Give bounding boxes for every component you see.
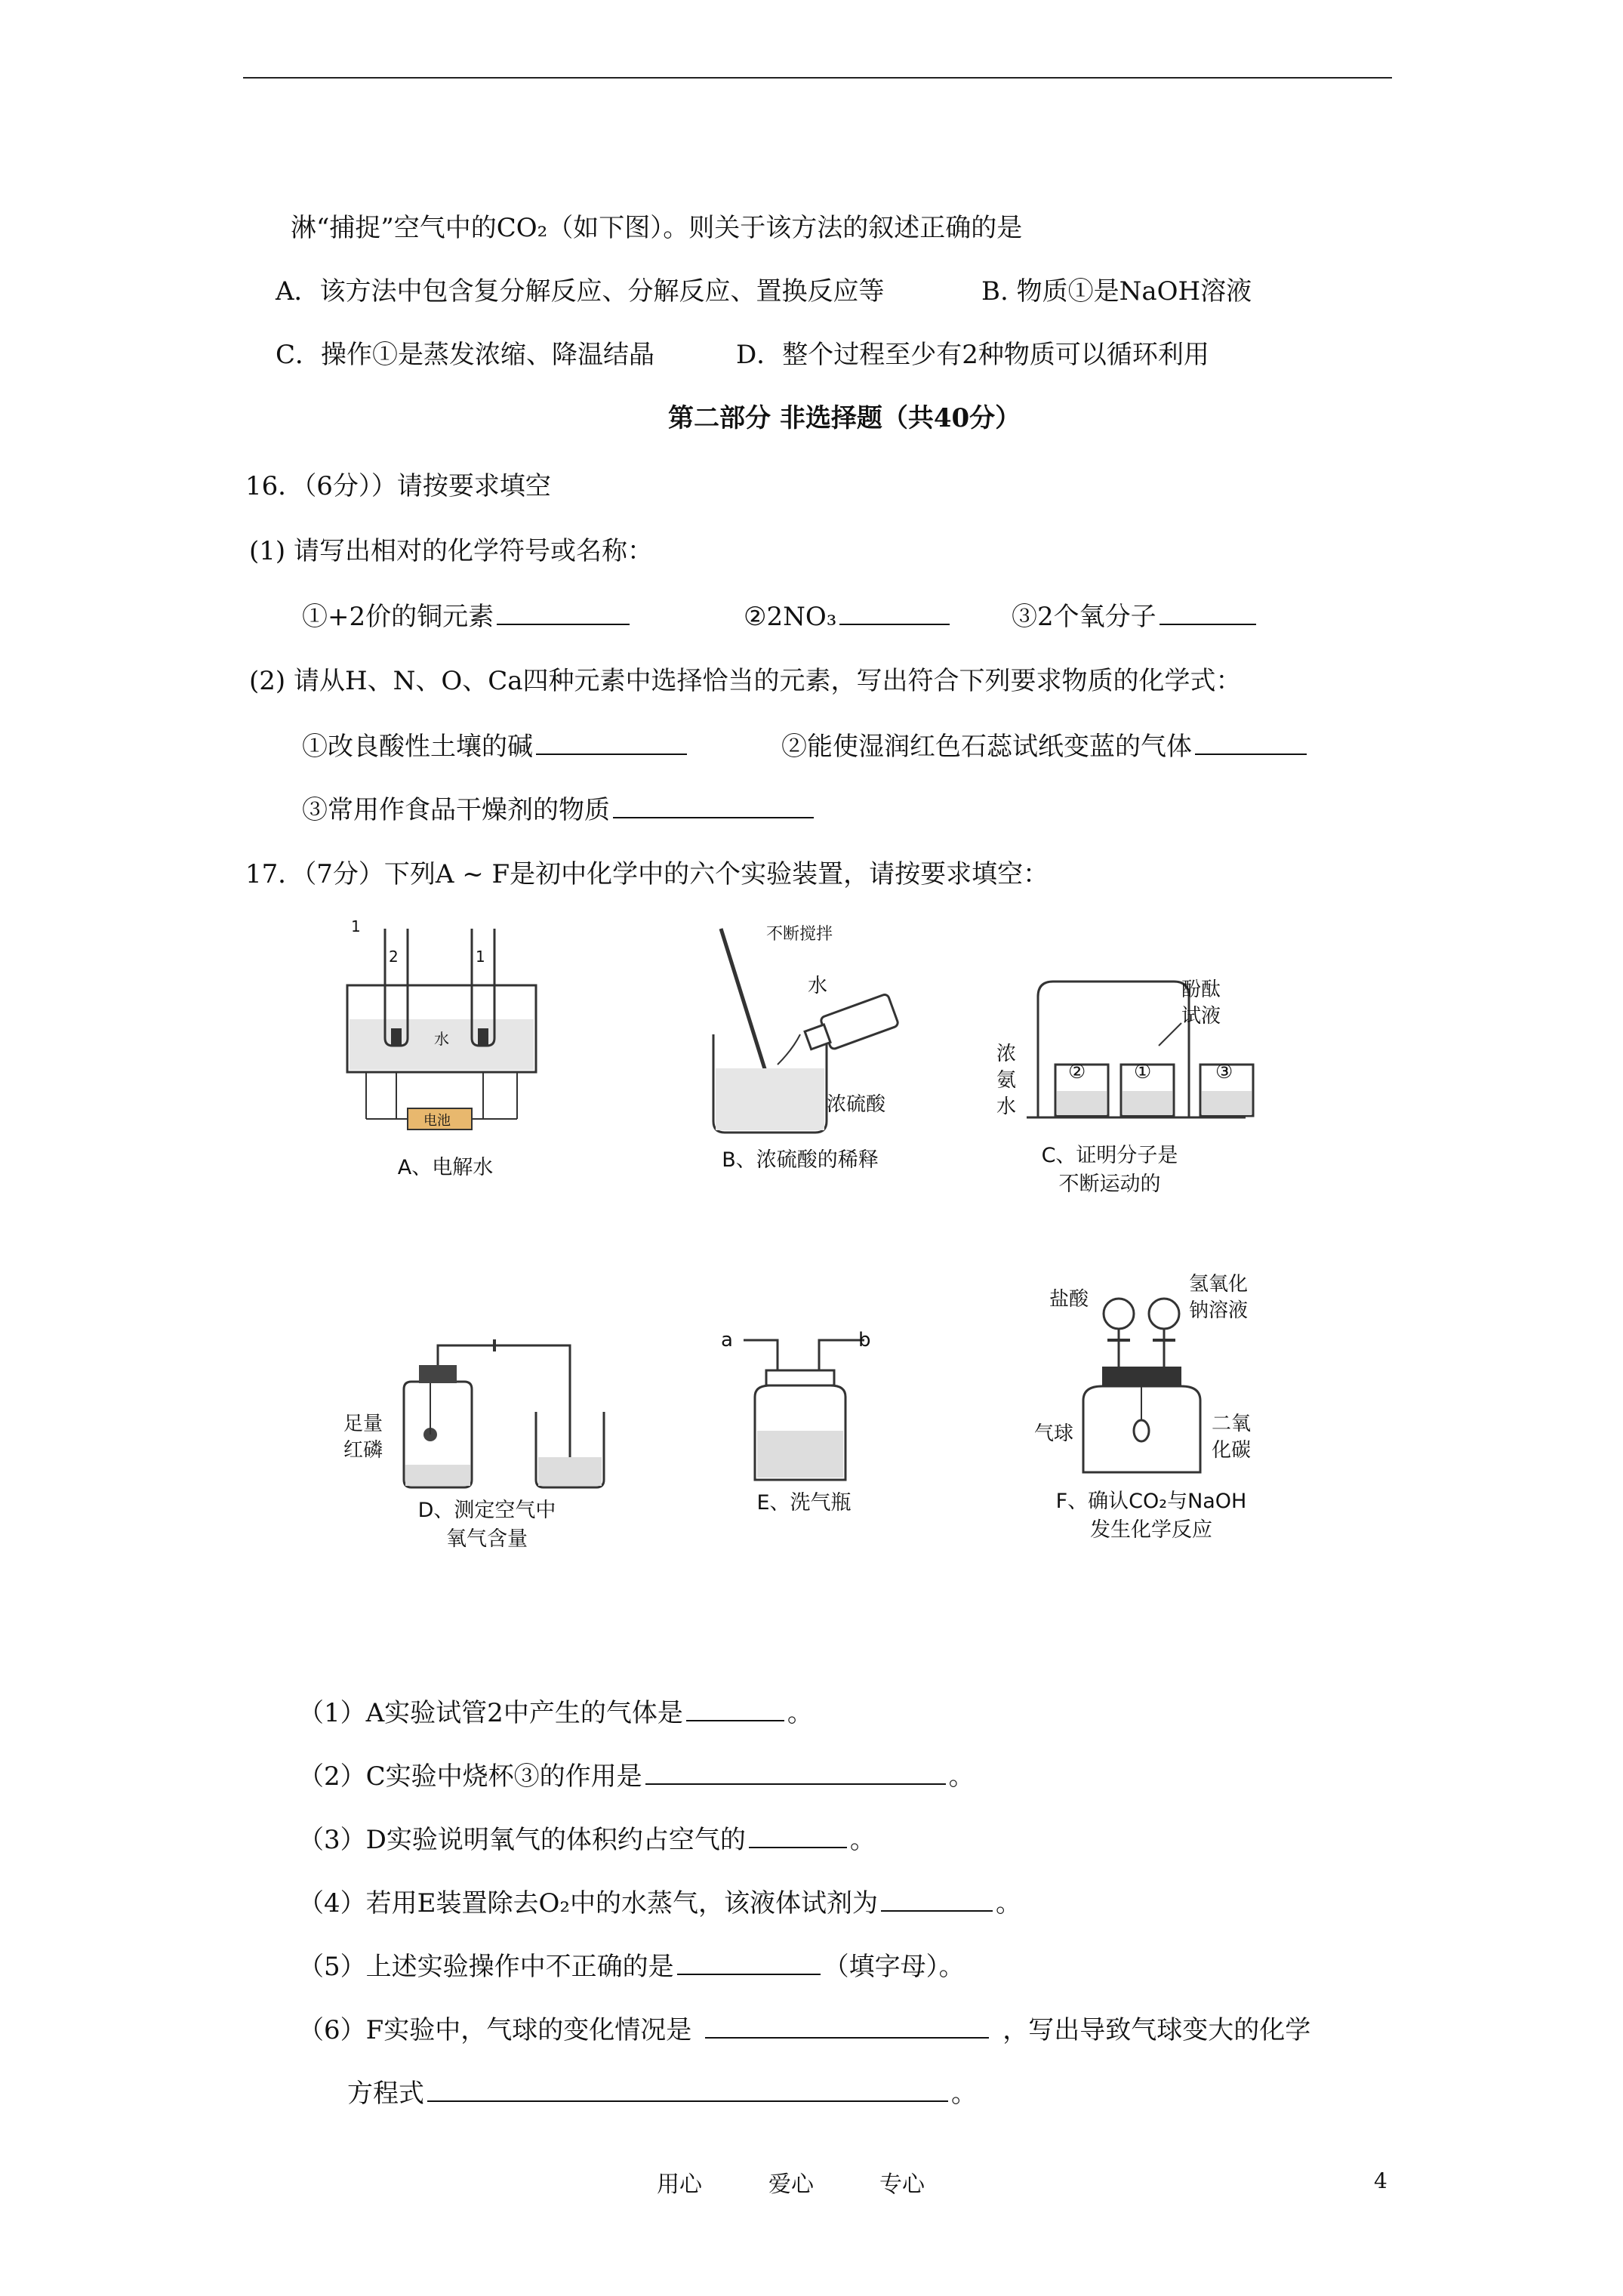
q16-part2: (2) 请从H、N、O、Ca四种元素中选择恰当的元素，写出符合下列要求物质的化学式： [249,666,1242,696]
q16-item-6: ③常用作食品干燥剂的物质 [302,794,817,825]
q17-sub-2: （2）C实验中烧杯③的作用是 。 [298,1761,975,1792]
figure-f-caption-1: F、确认CO₂与NaOH [1055,1490,1247,1513]
q16-item-1: ①+2价的铜元素 [302,601,633,632]
answer-blank[interactable] [427,2078,948,2102]
answer-blank[interactable] [839,601,950,625]
q16-item-5: ②能使湿润红色石蕊试纸变蓝的气体 [781,731,1310,762]
answer-blank[interactable] [1160,601,1256,625]
q17-sub-5: （5）上述实验操作中不正确的是 （填字母）。 [298,1952,965,1982]
figure-e-caption: E、洗气瓶 [756,1491,852,1515]
page-number: 4 [1374,2168,1387,2193]
figure-b-caption: B、浓硫酸的稀释 [722,1148,879,1172]
header-rule [243,77,1392,79]
answer-blank[interactable] [686,1697,784,1721]
q17-sub-4: （4）若用E装置除去O₂中的水蒸气，该液体试剂为 。 [298,1888,1021,1918]
figure-d: 足量 红磷 D、测定空气中 氧气含量 [343,1329,615,1555]
gas-washing-bottle-icon [721,1329,887,1487]
answer-blank[interactable] [497,601,630,625]
q17-sub-6-cont: 方程式 。 [347,2079,977,2109]
q16-part1: (1) 请写出相对的化学符号或名称： [249,536,653,566]
q15-option-d: D．整个过程至少有2种物质可以循环利用 [736,340,1209,370]
q17-sub-3: （3）D实验说明氧气的体积约占空气的 。 [298,1825,876,1855]
q15-option-c: C．操作①是蒸发浓缩、降温结晶 [276,340,655,370]
figure-a-caption: A、电解水 [397,1156,494,1179]
q17-sub-6: （6）F实验中，气球的变化情况是 ，写出导致气球变大的化学 [298,2015,1311,2045]
answer-blank[interactable] [749,1824,847,1848]
answer-blank[interactable] [645,1761,946,1785]
figure-f-caption-2: 发生化学反应 [1090,1518,1212,1542]
footer-motto-3: 专心 [879,2171,925,2198]
answer-blank[interactable] [536,731,687,755]
figure-a: 1 2 1 水 电池 A、电解水 [343,914,547,1185]
q15-option-b: B. 物质①是NaOH溶液 [981,276,1252,307]
figure-b: 不断搅拌 水 浓硫酸 B、浓硫酸的稀释 [694,921,913,1193]
footer-motto-1: 用心 [657,2171,702,2198]
figure-d-caption-2: 氧气含量 [446,1527,528,1551]
answer-blank[interactable] [613,794,814,818]
q15-option-a: A．该方法中包含复分解反应、分解反应、置换反应等 [276,276,885,307]
q16-item-2: ②2NO₃ [744,601,953,632]
figure-f: 盐酸 氢氧化 钠溶液 气球 二氧 化碳 F、确认CO₂与NaOH 发生化学反应 [1019,1268,1283,1548]
section-title: 第二部分 非选择题（共40分） [668,403,1021,433]
figure-e: a b E、洗气瓶 [721,1329,887,1540]
footer-motto-2: 爱心 [768,2171,814,2198]
oxygen-content-apparatus-icon [343,1329,615,1495]
ammonia-diffusion-apparatus-icon [996,966,1268,1133]
answer-blank[interactable] [705,2014,989,2039]
figure-c: ② ① ③ 酚酞 试液 浓 氨 水 C、证明分子是 不断运动的 [996,966,1268,1223]
figure-c-caption-2: 不断运动的 [1058,1173,1161,1196]
q16-item-4: ①改良酸性土壤的碱 [302,731,690,762]
answer-blank[interactable] [1195,731,1307,755]
figure-d-caption-1: D、测定空气中 [417,1499,556,1522]
q17-sub-1: （1）A实验试管2中产生的气体是 。 [298,1698,813,1728]
q17-title: 17．（7分）下列A ~ F是初中化学中的六个实验装置，请按要求填空： [245,859,1049,889]
answer-blank[interactable] [881,1888,993,1912]
q16-title: 16．（6分））请按要求填空 [245,471,551,501]
q16-item-3: ③2个氧分子 [1012,601,1259,632]
figure-c-caption-1: C、证明分子是 [1041,1144,1178,1167]
answer-blank[interactable] [677,1951,821,1975]
q15-stem: 淋“捕捉”空气中的CO₂（如下图）。则关于该方法的叙述正确的是 [291,213,1023,243]
